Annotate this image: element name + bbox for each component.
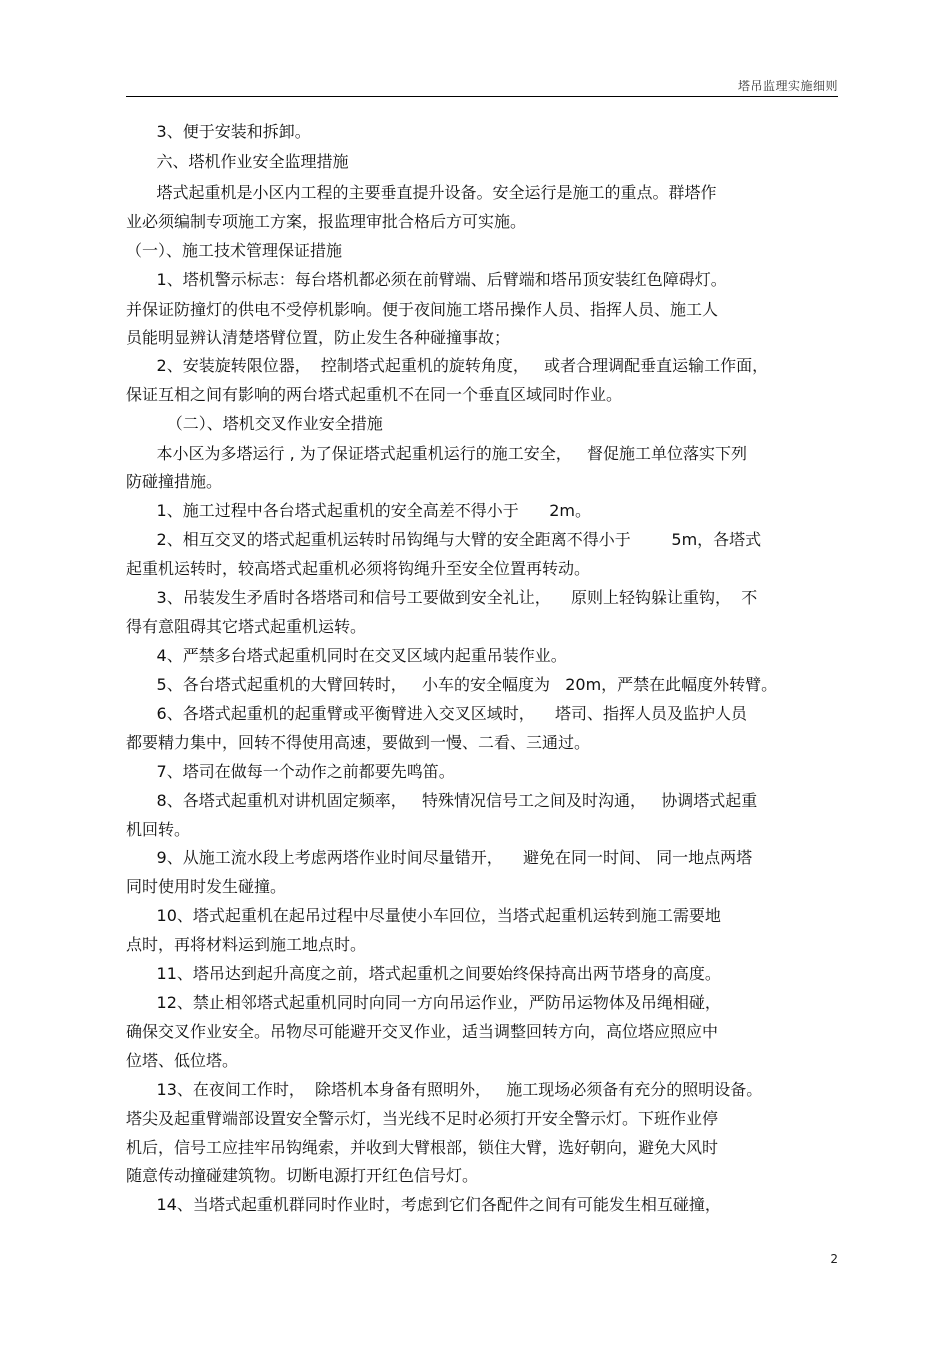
page-number: 2: [830, 1252, 838, 1266]
text-line: 机后，信号工应挂牢吊钩绳索，并收到大臂根部，锁住大臂，选好朝向，避免大风时: [126, 1138, 719, 1157]
text-line: 塔式起重机是小区内工程的主要垂直提升设备。安全运行是施工的重点。群塔作: [126, 183, 717, 202]
text-line: 1、施工过程中各台塔式起重机的安全高差不得小于 2m。: [126, 501, 591, 520]
text-line: 业必须编制专项施工方案，报监理审批合格后方可实施。: [126, 212, 527, 231]
text-line: 都要精力集中，回转不得使用高速，要做到一慢、二看、三通过。: [126, 733, 591, 752]
text-line: 8、各塔式起重机对讲机固定频率， 特殊情况信号工之间及时沟通， 协调塔式起重: [126, 791, 758, 810]
text-line: 2、相互交叉的塔式起重机运转时吊钩绳与大臂的安全距离不得小于 5m，各塔式: [126, 530, 762, 549]
header-title: 塔吊监理实施细则: [737, 79, 838, 93]
text-line: 11、塔吊达到起升高度之前，塔式起重机之间要始终保持高出两节塔身的高度。: [126, 964, 721, 983]
header-divider: [126, 96, 838, 97]
text-line: 本小区为多塔运行 , 为了保证塔式起重机运行的施工安全， 督促施工单位落实下列: [126, 444, 748, 463]
text-line: 3、吊装发生矛盾时各塔塔司和信号工要做到安全礼让， 原则上轻钩躲让重钩， 不: [126, 588, 758, 607]
text-line: 六、塔机作业安全监理措施: [126, 152, 349, 171]
text-line: 14、当塔式起重机群同时作业时，考虑到它们各配件之间有可能发生相互碰撞，: [126, 1195, 721, 1214]
text-line: 同时使用时发生碰撞。: [126, 877, 287, 896]
text-line: 2、安装旋转限位器， 控制塔式起重机的旋转角度， 或者合理调配垂直运输工作面，: [126, 356, 769, 375]
text-line: 塔尖及起重臂端部设置安全警示灯，当光线不足时必须打开安全警示灯。下班作业停: [126, 1109, 719, 1128]
text-line: 点时，再将材料运到施工地点时。: [126, 935, 367, 954]
text-line: 9、从施工流水段上考虑两塔作业时间尽量错开， 避免在同一时间、 同一地点两塔: [126, 848, 753, 867]
text-line: 并保证防撞灯的供电不受停机影响。便于夜间施工塔吊操作人员、指挥人员、施工人: [126, 300, 719, 319]
text-line: 5、各台塔式起重机的大臂回转时， 小车的安全幅度为 20m，严禁在此幅度外转臂。: [126, 675, 778, 694]
text-line: 12、禁止相邻塔式起重机同时向同一方向吊运作业，严防吊运物体及吊绳相碰，: [126, 993, 721, 1012]
text-line: 得有意阻碍其它塔式起重机运转。: [126, 617, 367, 636]
text-line: 员能明显辨认清楚塔臂位置，防止发生各种碰撞事故；: [126, 328, 511, 347]
text-line: 起重机运转时，较高塔式起重机必须将钩绳升至安全位置再转动。: [126, 559, 591, 578]
text-line: 1、塔机警示标志：每台塔机都必须在前臂端、后臂端和塔吊顶安装红色障碍灯。: [126, 270, 727, 289]
text-line: 7、塔司在做每一个动作之前都要先鸣笛。: [126, 762, 455, 781]
text-line: 保证互相之间有影响的两台塔式起重机不在同一个垂直区域同时作业。: [126, 385, 623, 404]
text-line: 13、在夜间工作时， 除塔机本身备有照明外， 施工现场必须备有充分的照明设备。: [126, 1080, 763, 1099]
text-line: 随意传动撞碰建筑物。切断电源打开红色信号灯。: [126, 1166, 479, 1185]
text-line: 位塔、低位塔。: [126, 1051, 239, 1070]
text-line: （二）、塔机交叉作业安全措施: [126, 414, 383, 433]
text-line: 10、塔式起重机在起吊过程中尽量使小车回位，当塔式起重机运转到施工需要地: [126, 906, 721, 925]
text-line: 确保交叉作业安全。吊物尽可能避开交叉作业，适当调整回转方向，高位塔应照应中: [126, 1022, 719, 1041]
text-line: （一）、施工技术管理保证措施: [126, 241, 343, 260]
text-line: 4、严禁多台塔式起重机同时在交叉区域内起重吊装作业。: [126, 646, 567, 665]
text-line: 机回转。: [126, 820, 191, 839]
text-line: 防碰撞措施。: [126, 472, 223, 491]
text-line: 6、各塔式起重机的起重臂或平衡臂进入交叉区域时， 塔司、指挥人员及监护人员: [126, 704, 748, 723]
text-line: 3、便于安装和拆卸。: [126, 122, 311, 141]
